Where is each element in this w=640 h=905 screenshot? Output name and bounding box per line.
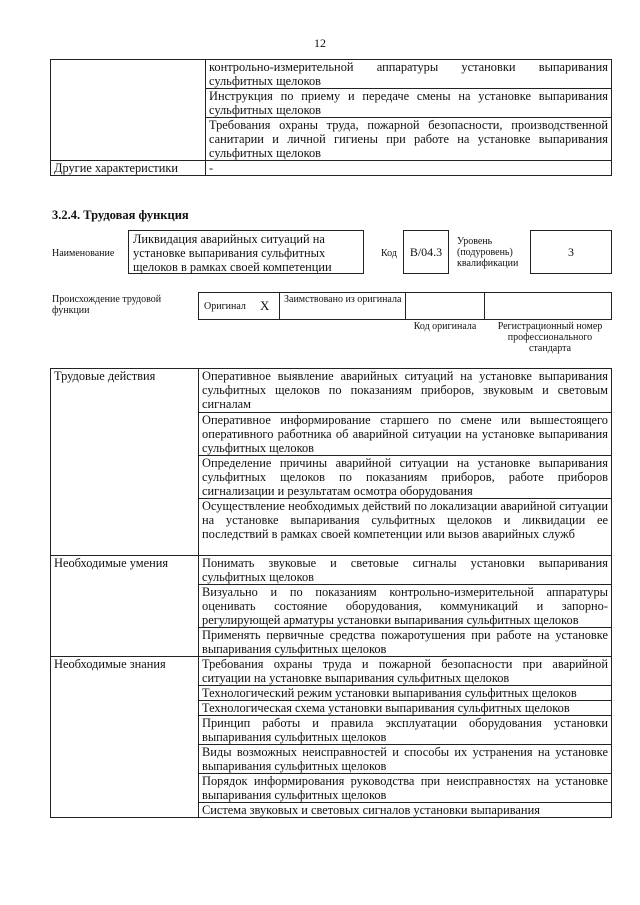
knowledge-item-4: Принцип работы и правила эксплуатации оборудования установки выпаривания сульфитных щелоков: [199, 716, 612, 745]
labor-actions-label: Трудовые действия: [51, 369, 199, 556]
code-caption: Код оригинала: [413, 321, 477, 332]
other-characteristics-row: [51, 161, 612, 176]
other-characteristics-label: Другие характеристики: [51, 161, 206, 176]
function-name-box: Ликвидация аварийных ситуаций на установке выпаривания сульфитных щелоков в рамках своей компетенции: [128, 230, 364, 274]
page-number: 12: [314, 36, 326, 50]
knowledge-item-2: Технологический режим установки выпаривания сульфитных щелоков: [199, 686, 612, 701]
original-code-box: [405, 292, 485, 320]
knowledge-label: Необходимые знания: [51, 657, 199, 818]
top-table: [50, 59, 612, 176]
original-label: Оригинал: [204, 301, 246, 312]
code-label: Код: [381, 248, 397, 259]
skills-label: Необходимые умения: [51, 556, 199, 657]
knowledge-row-1: [51, 657, 612, 686]
knowledge-item-3: Технологическая схема установки выпаривания сульфитных щелоков: [199, 701, 612, 716]
level-label: Уровень (подуровень) квалификации: [457, 236, 519, 269]
action-item-2: Оперативное информирование старшего по смене или вышестоящего оперативного работника об аварийной ситуации на установке выпаривания сульфитных щелоков: [199, 413, 612, 456]
skill-item-3: Применять первичные средства пожаротушения при работе на установке выпаривания сульфитных щелоков: [199, 628, 612, 657]
registration-number-box: [484, 292, 612, 320]
original-mark: X: [260, 298, 270, 313]
skill-item-2: Визуально и по показаниям контрольно-измерительной аппаратуры оценивать состояние оборудования, коммуникаций и запорно-регулирующей арматуры установки выпаривания сульфитных щелоков: [199, 585, 612, 628]
code-box: B/04.3: [403, 230, 449, 274]
action-item-3: Определение причины аварийной ситуации на установке выпаривания сульфитных щелоков по показаниям приборов, работе приборов сигнализации и результатам осмотра оборудования: [199, 456, 612, 499]
section-title: 3.2.4. Трудовая функция: [52, 208, 189, 222]
top-row-1: [51, 60, 612, 89]
main-table: [50, 368, 612, 818]
borrowed-label: Заимствовано из оригинала: [284, 294, 402, 305]
borrowed-box: [279, 292, 406, 320]
other-characteristics-value: -: [206, 161, 612, 176]
name-label: Наименование: [52, 248, 115, 259]
reg-caption: Регистрационный номер профессионального стандарта: [497, 321, 603, 354]
action-item-4: Осуществление необходимых действий по локализации аварийной ситуации на установке выпаривания сульфитных щелоков и ликвидации ее последствий в рамках своей компетенции или вызов аварийных служб: [199, 499, 612, 556]
actions-row-1: [51, 369, 612, 413]
action-item-1: Оперативное выявление аварийных ситуаций на установке выпаривания сульфитных щелоков по показаниям приборов, звуковым и световым сигналам: [199, 369, 612, 413]
skill-item-1: Понимать звуковые и световые сигналы установки выпаривания сульфитных щелоков: [199, 556, 612, 585]
top-cell-1: контрольно-измерительной аппаратуры установки выпаривания сульфитных щелоков: [206, 60, 612, 89]
skills-row-1: [51, 556, 612, 585]
knowledge-item-6: Порядок информирования руководства при неисправностях на установке выпаривания сульфитных щелоков: [199, 774, 612, 803]
origin-label: Происхождение трудовой функции: [52, 294, 162, 316]
knowledge-item-5: Виды возможных неисправностей и способы их устранения на установке выпаривания сульфитных щелоков: [199, 745, 612, 774]
knowledge-item-7: Система звуковых и световых сигналов установки выпаривания: [199, 803, 612, 818]
knowledge-item-1: Требования охраны труда и пожарной безопасности при аварийной ситуации на установке выпаривания сульфитных щелоков: [199, 657, 612, 686]
origin-original-box: [198, 292, 280, 320]
level-box: 3: [530, 230, 612, 274]
top-cell-2: Инструкция по приему и передаче смены на установке выпаривания сульфитных щелоков: [206, 89, 612, 118]
top-cell-3: Требования охраны труда, пожарной безопасности, производственной санитарии и личной гигиены при работе на установке выпаривания сульфитных щелоков: [206, 118, 612, 161]
